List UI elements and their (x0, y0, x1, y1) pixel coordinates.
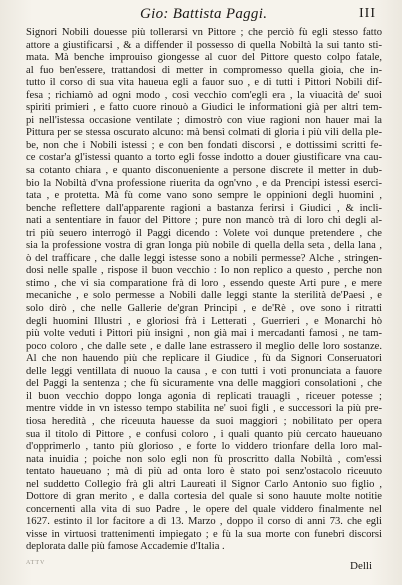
text-line: tata , e protetta. Mà fù come vano sono sempre le oppinioni degli huomini , (26, 190, 382, 202)
text-line: deplorata dalle più famose Accademie d'Italia . (26, 541, 225, 553)
text-line: nata inuidia ; poiche non solo egli non fù proscritto dalla Nobiltà , com'essi (26, 453, 382, 465)
text-line: al fuo ben'essere, trattandosi di metter in compromesso quella gioia, che in- (26, 64, 382, 76)
text-line: attore a giustificarsi , & a diffender il possesso di quella Nobiltà la sui tanto sti- (26, 39, 382, 51)
text-line: sua il titolo di Pittore , e confusi coloro , i quali quanto più cercato haueuano (26, 428, 382, 440)
text-line: d'opprimerlo , tanto più glorioso , e forte lo viddero trionfare della loro mal- (26, 441, 382, 453)
text-line: visse in virtuosi trattenimenti impiegato ; e fù la sua morte con funebri discorsi (26, 528, 382, 540)
text-line: tentato haueuano ; mà di più ad onta loro è stato poi senz'ostacolo riceuuto (26, 466, 382, 478)
text-line: nati a sententiare in fauor del Pittore ; pure non mancò trà di loro chi degli al- (26, 215, 382, 227)
signature-mark: ATTV (26, 560, 46, 566)
text-line: più volte veduti i Pittori più insigni , non già mai i mercadanti famosi , ne tam- (26, 328, 382, 340)
running-head-title: Gio: Battista Paggi. (140, 6, 268, 22)
text-line: 1627. estinto il lor facitore a dì 13. Marzo , doppo il corso di anni 73. che egli (26, 516, 382, 528)
text-line: tiosa heredità , che riceuuta hauesse da suoi maggiori ; nobilitato per opera (26, 415, 382, 427)
text-line: concernenti alla vita di suo Padre , le opere del quale viddero finalmente nel (26, 503, 382, 515)
text-line: ò del trafficare , che dalle leggi istesse sono a nobili permesse? Alche , stringen- (26, 252, 382, 264)
text-line: tutto il corso di sua vita haueua egli a fauor suo , e di tutti i Pittori Nobili dif- (26, 77, 382, 89)
text-line: Pittura per se stessa oscurato alcuno: mà bensì colmati di gloria i più vili della ple- (26, 127, 382, 139)
running-head (0, 4, 402, 24)
text-line: degli huomini Illustri , e gloriosi frà i Letterati , Guerrieri , e Monarchi hò (26, 315, 382, 327)
text-line: Signori Nobili douesse più tollerarsi vn Pittore ; che perciò fù egli stesso fatto (26, 27, 382, 38)
text-line: bio la Nobiltà d'vna professione riuerita da ogn'vno , e da Prencipi istessi eserci- (26, 177, 382, 189)
text-line: Al che non hauendo più che replicare il Giudice , fù da Signori Conseruatori (26, 353, 382, 365)
page-number: III (359, 6, 376, 21)
text-line: il buon vecchio doppo longa agonia di replicati trauagli , riceuer potesse ; (26, 390, 382, 402)
text-line: dosi nelle spalle , rispose il buon vecchio : Io non replico a questo , perche non (26, 265, 382, 277)
text-line: spiriti primieri , e fatto cuore rinouò a Giudici le informationi già per altri tem- (26, 102, 382, 114)
text-line: solo dirò , che nelle Gallerie de'gran Principi , e de'Rè , ove sono i ritratti (26, 303, 382, 315)
text-line: pi nell'istessa occasione ventilate ; dimostrò con viue ragioni non hauer mai la (26, 114, 382, 126)
text-line: mentre vidde in vn istesso tempo stabilita ne' suoi figli , e successori la più pre- (26, 403, 382, 415)
text-line: sa cotanto chiara , e quanto disconueniente a persone discrete il metter in dub- (26, 165, 382, 177)
text-line: mecaniche , e solo permesse a Nobili dalle leggi stante la sterilità de'Paesi , e (26, 290, 382, 302)
text-line: benche reflettere dall'apparente ragioni a bastanza ferirsi i Giudici , & incli- (26, 202, 382, 214)
text-line: Dottore di gran merito , e dalla cortesia del quale si sono hauute molte notitie (26, 491, 382, 503)
text-line: nel suddetto Collegio frà gli altri Laureati il Signor Carlo Antonio suo figlio , (26, 478, 382, 490)
text-line: poco coloro , che dalle sete , e dalle lane estrassero il meglio delle loro sostanze. (26, 340, 382, 352)
body-text (26, 27, 382, 554)
text-line: be, non che i Nobili istessi ; e con ben fondati discorsi , e dottissimi scritti fe- (26, 139, 382, 151)
text-line: del Paggi la sentenza ; che fù sicuramente vna delle maggiori consolationi , che (26, 378, 382, 390)
text-line: ce costar'a gl'istessi quanto a torto egli fosse indotto a douer giustificare vna cau- (26, 152, 382, 164)
text-line: tri più seuero interrogò il Paggi dicendo : Volete voi dunque pretendere , che (26, 227, 382, 239)
text-line: stimo , che vi sia comparatione frà di loro , essendo queste Arti pure , e mere (26, 277, 382, 289)
catchword: Delli (350, 560, 372, 572)
text-line: delle leggi ventillata di nuouo la causa , e con tutti i voti pronunciata a fauore (26, 365, 382, 377)
text-line: sia la professione vostra di gran longa più nobile di quella della seta , della lana , (26, 240, 382, 252)
text-line: mata. Mà benche improuiso giongesse al cuor del Pittore questo colpo fatale, (26, 52, 382, 64)
text-line: fesa ; richiamò ad ogni modo , così vecchio com'egli era , la viuacità de' suoi (26, 89, 382, 101)
